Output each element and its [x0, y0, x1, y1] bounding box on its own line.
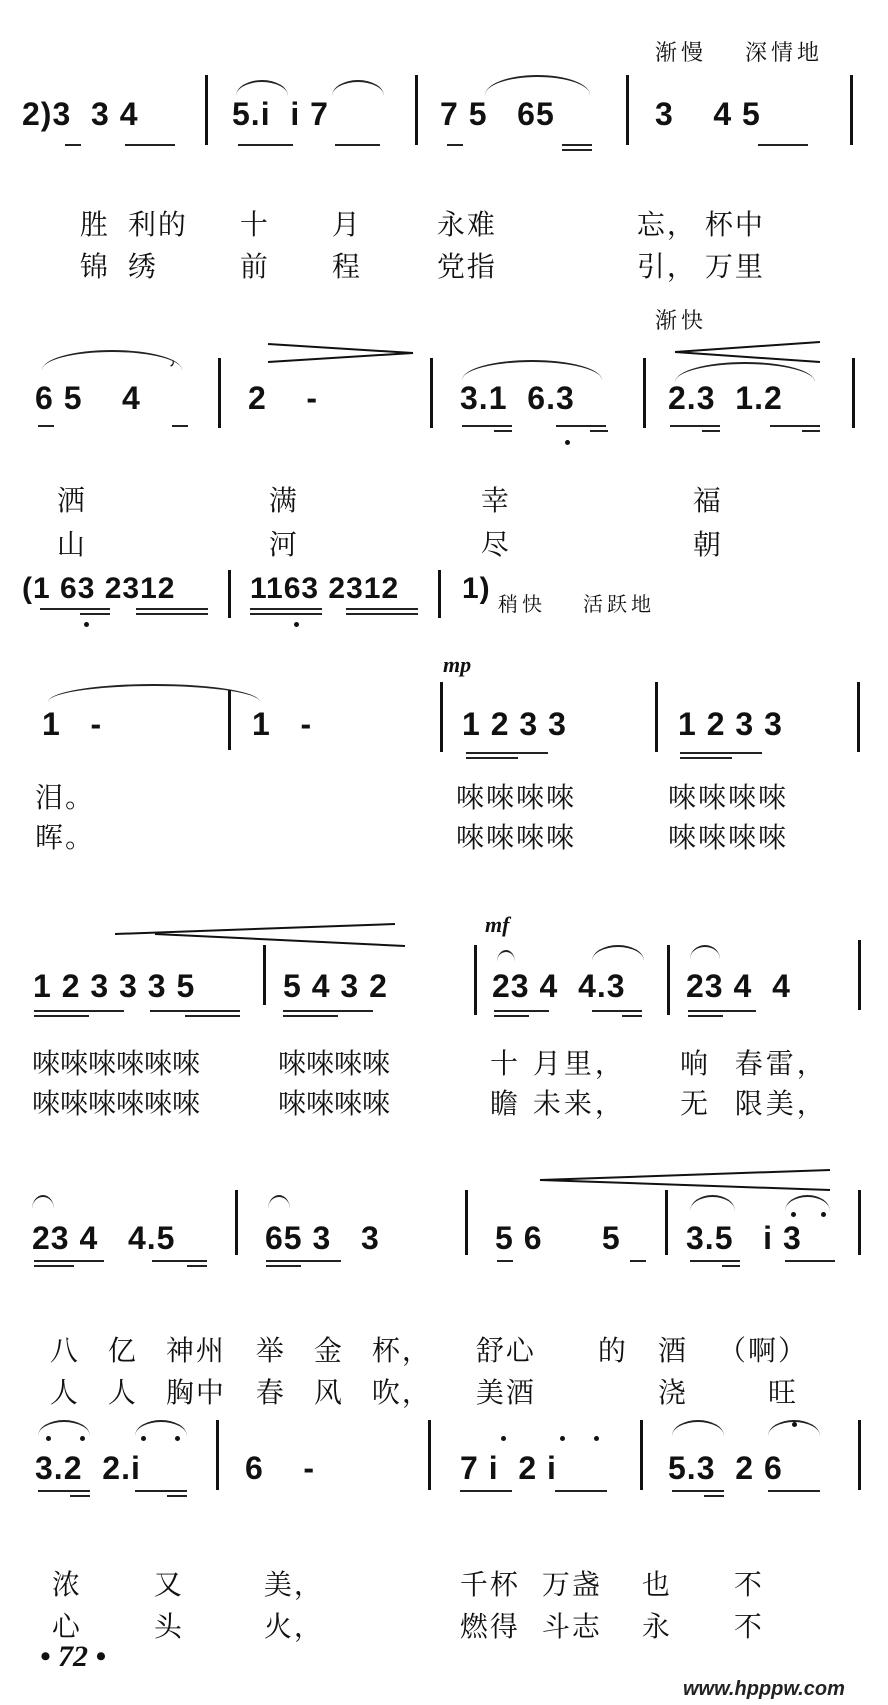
lyric-syllable: 人 [49, 1376, 80, 1409]
barline-end [850, 75, 853, 145]
lyric-v2-a: 晖。 [35, 821, 96, 854]
lyric-syllable: 春 [255, 1376, 286, 1409]
decrescendo-hairpin [268, 340, 418, 370]
high-octave-dot [80, 1436, 85, 1441]
lyric-v2 [30, 1572, 764, 1645]
high-octave-dot [46, 1436, 51, 1441]
lyric-syllable: 浇 [657, 1376, 688, 1409]
barline [643, 358, 646, 428]
underline [556, 425, 606, 427]
barline [438, 570, 441, 618]
lyric-syllable: 神州 [165, 1334, 226, 1367]
barline-end [858, 940, 861, 1010]
page-number: • 72 • [40, 1640, 107, 1673]
slur [236, 80, 288, 96]
underline [136, 608, 208, 610]
slur [38, 1420, 90, 1436]
measure-5-3: 5 6 5 [495, 1220, 621, 1256]
slur [268, 1195, 290, 1209]
measure-3-4: 1 2 3 3 [678, 706, 783, 742]
underline [672, 1490, 724, 1492]
lyric-syllable: 斗志 [541, 1610, 602, 1643]
accent-dot [792, 1422, 797, 1427]
underline [702, 430, 720, 432]
measure-1-4: 3 4 5 [655, 96, 761, 132]
lyric-syllable: 酒 [657, 1334, 688, 1367]
lyric-syllable: 锦 [79, 250, 110, 283]
barline [228, 690, 231, 750]
barline [440, 682, 443, 752]
underline [80, 613, 110, 615]
high-octave-dot [791, 1212, 796, 1217]
barline [415, 75, 418, 145]
lyric-syllable: （啊） [717, 1334, 808, 1367]
underline [238, 144, 293, 146]
lyric-syllable: 十 [239, 208, 270, 241]
underline [447, 144, 463, 146]
lyric-syllable: 永难 [436, 208, 497, 241]
measure-1-3: 7 5 65 [440, 96, 555, 132]
underline [346, 613, 418, 615]
low-octave-dot [565, 440, 570, 445]
lyric-syllable: 舒心 [475, 1334, 536, 1367]
underline [562, 149, 592, 151]
lyric-syllable: 亿 [107, 1334, 138, 1367]
dynamic-mezzo-forte: mf [485, 912, 510, 937]
barline [474, 945, 477, 1015]
lyric-syllable: 人 [107, 1376, 138, 1409]
slur [32, 1195, 54, 1209]
lyric-syllable: 不 [733, 1610, 764, 1643]
measure-3-3: 1 2 3 3 [462, 706, 567, 742]
underline [70, 1495, 90, 1497]
high-octave-dot [821, 1212, 826, 1217]
high-octave-dot [501, 1436, 506, 1441]
lyric-syllable: 绣 [127, 250, 158, 283]
high-octave-dot [175, 1436, 180, 1441]
underline [40, 608, 110, 610]
slur [485, 75, 590, 95]
measure-4-2: 5 4 3 2 [283, 968, 388, 1004]
lyric-syllable: 忘， [636, 208, 697, 241]
underline [630, 1260, 646, 1262]
tempo-direction-accelerando: 渐快 [655, 309, 708, 334]
high-octave-dot [560, 1436, 565, 1441]
underline [135, 1490, 187, 1492]
lyric-v1-b: 唻唻唻唻 [278, 1047, 391, 1080]
underline [466, 752, 548, 754]
underline [770, 425, 820, 427]
underline [768, 1490, 820, 1492]
underline [187, 1265, 207, 1267]
underline [680, 752, 762, 754]
watermark: www.hpppw.com [683, 1678, 845, 1700]
lyric-v1-b: 唻唻唻唻 [456, 781, 577, 814]
lyric-syllable: 万盏 [541, 1568, 602, 1601]
barline [216, 1420, 219, 1490]
lyric-syllable: 尽 [480, 528, 511, 561]
underline [758, 144, 808, 146]
low-octave-dot [294, 622, 299, 627]
underline [670, 425, 720, 427]
interlude-measure-1: (1 63 2312 [22, 572, 176, 605]
underline [494, 1015, 529, 1017]
slur [690, 945, 720, 959]
slur [135, 1420, 187, 1436]
lyric-v2 [35, 490, 723, 563]
underline [466, 757, 518, 759]
underline [346, 608, 418, 610]
underline [460, 1490, 512, 1492]
barline-end [858, 1190, 861, 1255]
lyric-syllable: 山 [56, 528, 87, 561]
lyric-v1-a: 泪。 [35, 781, 96, 814]
slur [332, 80, 384, 96]
underline [136, 613, 208, 615]
underline [622, 1015, 642, 1017]
underline [802, 430, 820, 432]
lyric-syllable: 头 [153, 1610, 184, 1643]
underline [34, 1265, 74, 1267]
underline [283, 1010, 373, 1012]
barline [205, 75, 208, 145]
underline [688, 1010, 756, 1012]
lyric-v2 [58, 212, 765, 285]
measure-5-4: 3.5 i 3 [686, 1220, 802, 1256]
lyric-syllable: 胜 [79, 208, 110, 241]
lyric-v2-b: 唻唻唻唻 [278, 1087, 391, 1120]
underline [125, 144, 175, 146]
barline [655, 682, 658, 752]
lyric-v1-c: 唻唻唻唻 [668, 781, 789, 814]
lyric-v2 [28, 1338, 798, 1411]
lyric-syllable: 杯中 [704, 208, 765, 241]
underline [34, 1015, 89, 1017]
tempo-direction-ritardando: 渐慢 [655, 41, 708, 66]
underline [722, 1265, 740, 1267]
slur [42, 350, 182, 370]
slur [462, 360, 602, 380]
barline [263, 945, 266, 1005]
lyric-syllable: 美酒 [475, 1376, 536, 1409]
underline [497, 1260, 513, 1262]
crescendo-decrescendo-hairpin [540, 1168, 840, 1198]
lyric-v1-a: 唻唻唻唻唻唻 [32, 1047, 201, 1080]
barline [428, 1420, 431, 1490]
tempo-direction-poco-piu-mosso: 稍快 [498, 592, 546, 616]
high-octave-dot [141, 1436, 146, 1441]
lyric-syllable: 万里 [704, 250, 765, 283]
underline [462, 425, 512, 427]
underline [167, 1495, 187, 1497]
barline [235, 1190, 238, 1255]
lyric-syllable: 永 [641, 1610, 672, 1643]
lyric-syllable: 洒 [56, 484, 87, 517]
barline [667, 945, 670, 1015]
measure-4-3: 23 4 4.3 [492, 968, 626, 1004]
underline [335, 144, 380, 146]
underline [562, 144, 592, 146]
underline [185, 1015, 240, 1017]
slur [672, 1420, 724, 1436]
lyric-syllable: 引， [636, 250, 697, 283]
underline [590, 430, 608, 432]
lyric-v2-d: 无 限美， [680, 1087, 828, 1120]
interlude-measure-2: 1163 2312 [250, 572, 400, 605]
lyric-syllable: 河 [268, 528, 299, 561]
measure-2-3: 3.1 6.3 [460, 380, 575, 416]
measure-3-2: 1 - [252, 706, 313, 742]
lyric-syllable: 八 [49, 1334, 80, 1367]
underline [592, 1010, 642, 1012]
lyric-v1-d: 响 春雷， [680, 1047, 828, 1080]
lyric-syllable: 风 [313, 1376, 344, 1409]
barline [665, 1190, 668, 1255]
measure-5-1: 23 4 4.5 [32, 1220, 176, 1256]
lyric-v1-c: 十 月里， [490, 1047, 626, 1080]
lyric-syllable: 吹， [371, 1376, 432, 1409]
underline [250, 608, 322, 610]
lyric-syllable: 前 [239, 250, 270, 283]
lyric-syllable: 火， [263, 1610, 324, 1643]
underline [494, 430, 512, 432]
lyric-syllable: 福 [692, 484, 723, 517]
lyric-syllable: 月 [331, 208, 362, 241]
slur [497, 950, 515, 962]
underline [283, 1015, 338, 1017]
slur [592, 945, 644, 961]
measure-2-1: 6 5 4 [35, 380, 141, 416]
lyric-syllable: 举 [255, 1334, 286, 1367]
interlude-measure-3: 1) [462, 572, 491, 605]
measure-1-2: 5.i i 7 [232, 96, 329, 132]
barline [228, 570, 231, 618]
lyric-v2-b: 唻唻唻唻 [456, 821, 577, 854]
measure-2-4: 2.3 1.2 [668, 380, 783, 416]
lyric-syllable: 杯， [371, 1334, 432, 1367]
barline [430, 358, 433, 428]
lyric-v2-c: 唻唻唻唻 [668, 821, 789, 854]
lyric-syllable: 不 [733, 1568, 764, 1601]
underline [65, 144, 81, 146]
measure-4-1: 1 2 3 3 3 5 [33, 968, 196, 1004]
expression-direction: 深情地 [745, 41, 824, 66]
lyric-syllable: 也 [641, 1568, 672, 1601]
underline [150, 1010, 240, 1012]
underline [785, 1260, 835, 1262]
underline [38, 425, 54, 427]
measure-2-2: 2 - [248, 380, 319, 416]
barline-end [858, 1420, 861, 1490]
underline [34, 1010, 124, 1012]
lyric-v2-a: 唻唻唻唻唻唻 [32, 1087, 201, 1120]
lyric-syllable: 胸中 [165, 1376, 226, 1409]
underline [172, 425, 188, 427]
underline [250, 613, 322, 615]
underline [555, 1490, 607, 1492]
underline [38, 1490, 90, 1492]
dynamic-mezzo-piano: mp [443, 652, 472, 677]
barline [465, 1190, 468, 1255]
lyric-syllable: 满 [268, 484, 299, 517]
lyric-syllable: 党指 [436, 250, 497, 283]
underline [152, 1260, 207, 1262]
underline [688, 1015, 723, 1017]
lyric-syllable: 浓 [51, 1568, 82, 1601]
lyric-v2-c: 瞻 未来， [490, 1087, 626, 1120]
measure-5-2: 65 3 3 [265, 1220, 380, 1256]
measure-4-4: 23 4 4 [686, 968, 791, 1004]
measure-6-3: 7 i 2 i [460, 1450, 557, 1486]
underline [34, 1260, 104, 1262]
lyric-syllable: 程 [331, 250, 362, 283]
barline [626, 75, 629, 145]
lyric-syllable: 旺 [767, 1376, 798, 1409]
lyric-syllable: 利的 [127, 208, 188, 241]
lyric-syllable: 千杯 [459, 1568, 520, 1601]
measure-1-1: 2)3 3 4 [22, 96, 139, 132]
barline [218, 358, 221, 428]
lyric-syllable: 朝 [692, 528, 723, 561]
barline-end [857, 682, 860, 752]
lyric-syllable: 美， [263, 1568, 324, 1601]
low-octave-dot [84, 622, 89, 627]
measure-6-1: 3.2 2.i [35, 1450, 141, 1486]
lyric-syllable: 燃得 [459, 1610, 520, 1643]
barline-end [852, 358, 855, 428]
mordent-icon: 𝆞 [170, 355, 173, 375]
measure-3-1: 1 - [42, 706, 103, 742]
measure-6-4: 5.3 2 6 [668, 1450, 783, 1486]
lyric-syllable: 的 [597, 1334, 628, 1367]
lyric-syllable: 又 [153, 1568, 184, 1601]
underline [266, 1265, 301, 1267]
underline [704, 1495, 724, 1497]
high-octave-dot [594, 1436, 599, 1441]
lyric-syllable: 心 [51, 1610, 82, 1643]
underline [680, 757, 732, 759]
expression-direction: 活跃地 [583, 592, 655, 616]
underline [266, 1260, 341, 1262]
underline [494, 1010, 549, 1012]
lyric-syllable: 金 [313, 1334, 344, 1367]
barline [640, 1420, 643, 1490]
lyric-syllable: 幸 [480, 484, 511, 517]
underline [690, 1260, 740, 1262]
measure-6-2: 6 - [245, 1450, 316, 1486]
